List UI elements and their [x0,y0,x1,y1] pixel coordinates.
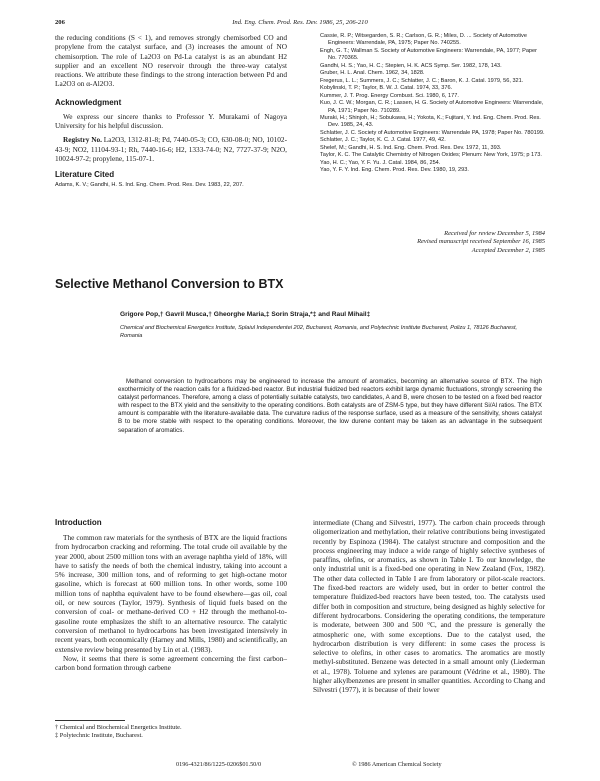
article-authors: Grigore Pop,† Gavril Musca,† Gheorghe Maria,‡ Sorin Straja,*‡ and Raul Mihail‡ [120,311,371,318]
reference-item: Engh, G. T.; Wallman S. Society of Automotive Engineers: Warrendale, PA, 1977; Paper No. 770365. [320,47,538,62]
reference-item: Fregerus, L. L.; Summers, J. C.; Schlatter, J. C.; Baron, K. J. Catal. 1979, 56, 321. [320,77,524,84]
footnotes [55,724,287,741]
footnote: † Chemical and Biochemical Energetics Institute. [55,724,182,731]
article-abstract [118,378,542,435]
references-left [55,182,287,189]
reference-item: Schlatter, J. C. Society of Automotive Engineers: Warrendale PA, 1978; Paper No. 780199. [320,129,545,136]
footnote-rule [55,720,125,721]
registry-numbers [55,135,287,163]
revised-date: Revised manuscript received September 16, 1985 [417,238,545,246]
reference-item: Taylor, K. C. The Catalytic Chemistry of Nitrogen Oxides; Plenum: New York, 1975; p 173. [320,152,542,159]
abstract-text: Methanol conversion to hydrocarbons may be engineered to increase the amount of aromatics, becoming an alternative source of BTX. The high exothermicity of the reaction calls for a fluidized-bed reactor. But industrial fluidized bed reactors exhibit large dynamic fluctuations, strongly screening the catalyst performances. Therefore, among a class of potentially suitable catalysts, two candidates, A and B, were chosen to be tested on a fixed bed reactor with respect to the BTX yield and the sensitivity to the operating conditions. Both catalysts are of ZSM-5 type, but they have different Si/Al ratios. The BTX amount is comparable with the literature-available data. The curvature radius of the response surface, used as a measure of the sensitivity, shows catalyst B to be more stable with respect to the operating conditions. Moreover, the low durene content may be taken as an advantage in the subsequent separation of aromatics. [118,378,542,434]
prev-article-conclusion: the reducing conditions (S < 1), and removes strongly chemisorbed CO and propylene from the catalyst surface, and (3) increases the amount of NO chemisorption. The role of La2O3 on Pd-La catalyst is as an abundant H2 supplier and an excellent NO reservoir through the three-way catalyst reactions. We attribute these findings to the strong interaction between Pd and La2O3 on α-Al2O3. [55,33,287,89]
literature-cited-heading: Literature Cited [55,170,115,180]
registry-label: Registry No. [63,135,102,145]
reference-item: Kobylinski, T. P.; Taylor, B. W. J. Catal. 1974, 33, 376. [320,85,453,92]
references-right [320,33,545,175]
reference-item: Schlatter, J. C.; Taylor, K. C. J. Catal. 1977, 49, 42. [320,137,446,144]
reference-item: Gruber, H. L. Anal. Chem. 1962, 34, 1828. [320,70,425,77]
intro-paragraph: The common raw materials for the synthesis of BTX are the liquid fractions from hydrocarbon cracking and reforming. The total crude oil available by the year 2000, about 2500 million tons with an average naphtha yield of 18%, will have to satisfy the needs of both the chemical industry, taking into account a 5% increase, 300 million tons, and of reforming to get high-octane motor gasoline, which is forecast at 600 million tons. In other words, some 100 million tons of naphtha equivalent have to be found elsewhere—gas oil, coal oil, or new sources (Taylor, 1979). Synthesis of liquid fuels based on the conversion of coal- or methane-derived CO + H2 through the methanol-to-gasoline route emphasizes the shift to an alternative resource. The catalytic conversion of methanol to hydrocarbons has been investigated intensively in recent years, both economically (Harney and Mills, 1980) and scientifically, an extensive review being presented by Lin et al. (1983). [55,533,287,654]
intro-paragraph: Now, it seems that there is some agreement concerning the first carbon–carbon bond formation through carbene [55,653,287,673]
acknowledgment-heading: Acknowledgment [55,97,122,107]
author-affiliation: Chemical and Biochemical Energetics Institute, Splaiul Independentei 202, Bucharest, Romania, and Polytechnic Institute Bucharest, Polizu 1, 78126 Bucharest, Romania [120,325,518,339]
reference-item: Kummer, J. T. Prog. Energy Combust. Sci. 1980, 6, 177. [320,92,459,99]
reference-item: Yao, Y. F. Y. Ind. Eng. Chem. Prod. Res. Dev. 1980, 19, 293. [320,167,469,174]
reference-item: Kuo, J. C. W.; Morgan, C. R.; Lassen, H. G. Society of Automotive Engineers: Warrendale, PA, 1971; Paper No. 710289. [320,100,544,114]
registry-text: La2O3, 1312-81-8; Pd, 7440-05-3; CO, 630-08-0; NO, 10102-43-9; NO2, 11104-93-1; Rh, 7440-16-6; H2, 1333-74-0; N2, 7727-37-9; N2O, 10024-97-2; propylene, 115-07-1. [55,135,287,163]
reference-item: Shelef, M.; Gandhi, H. S. Ind. Eng. Chem. Prod. Res. Dev. 1972, 11, 393. [320,144,502,151]
reference-item: Gandhi, H. S.; Yao, H. C.; Stepien, H. K. ACS Symp. Ser. 1982, 178, 143. [320,62,502,69]
introduction-heading: Introduction [55,518,102,527]
received-dates [320,230,545,255]
intro-left-column [55,518,287,672]
journal-citation: Ind. Eng. Chem. Prod. Res. Dev. 1986, 25, 206-210 [232,19,368,26]
page-number: 206 [55,19,65,26]
accepted-date: Accepted December 2, 1985 [471,246,545,254]
reference-item: Adams, K. V.; Gandhi, H. S. Ind. Eng. Chem. Prod. Res. Dev. 1983, 22, 207. [55,182,244,189]
reference-item: Muraki, H.; Shinjoh, H.; Sobukawa, H.; Yokota, K.; Fujitani, Y. Ind. Eng. Chem. Prod. Res. Dev. 1985, 24, 43. [320,114,541,129]
intro-right-column [313,518,545,695]
reference-item: Yao, H. C.; Yao, Y. F. Yu. J. Catal. 1984, 86, 254. [320,159,441,166]
footnote: ‡ Polytechnic Institute, Bucharest. [55,732,143,740]
prev-article-left-column [55,33,287,190]
intro-paragraph: intermediate (Chang and Silvestri, 1977). The carbon chain proceeds through oligomerization and methylation, their relative contributions being investigated recently by Espinoza (1984). The catalyst structure and composition and the process engineering may induce a wide range of highly selective syntheses of paraffins, olefins, or aromatics, as shown in Table I. To our knowledge, the only industrial unit is a fixed-bed one operating in New Zealand (Fox, 1982). The other data collected in Table I are from laboratory or pilot-scale reactors. The fixed-bed reactors are widely used, but in order to better control the temperature fluidized-bed reactors have been tested, too. The catalysts used differ both in composition and structure, being designed as highly selective for different hydrocarbons. Considering the operating conditions, the temperature is moderate, between 300 and 500 °C, and the pressure is generally the atmospheric one, with some exceptions. Due to the catalyst used, the hydrocarbon distribution is very different: in some cases the process is selective to olefins, in other cases to aromatics. The aromatics are mostly methyl-substituted. Benzene was detected in a small amount only (Liederman et al., 1978). Toluene and xylenes are paramount (Védrine et al., 1980). The higher alkylbenzenes are present in smaller quantities. According to Chang and Silvestri (1977), it is because of their lower [313,518,545,695]
reference-item: Cassie, R. P.; Witsegarden, S. R.; Carlson, G. R.; Miles, D. ... Society of Automotive Engineers: Warrendale, PA, 1975; Paper No. 740255. [320,33,527,47]
article-title: Selective Methanol Conversion to BTX [55,277,284,291]
received-date: Received for review December 5, 1984 [444,230,545,237]
acknowledgment-text: We express our sincere thanks to Professor Y. Murakami of Nagoya University for his helpful discussion. [55,111,287,131]
footer-code: 0196-4321/86/1225-0206$01.50/0 [176,761,262,768]
footer-copyright: © 1986 American Chemical Society [352,761,442,768]
